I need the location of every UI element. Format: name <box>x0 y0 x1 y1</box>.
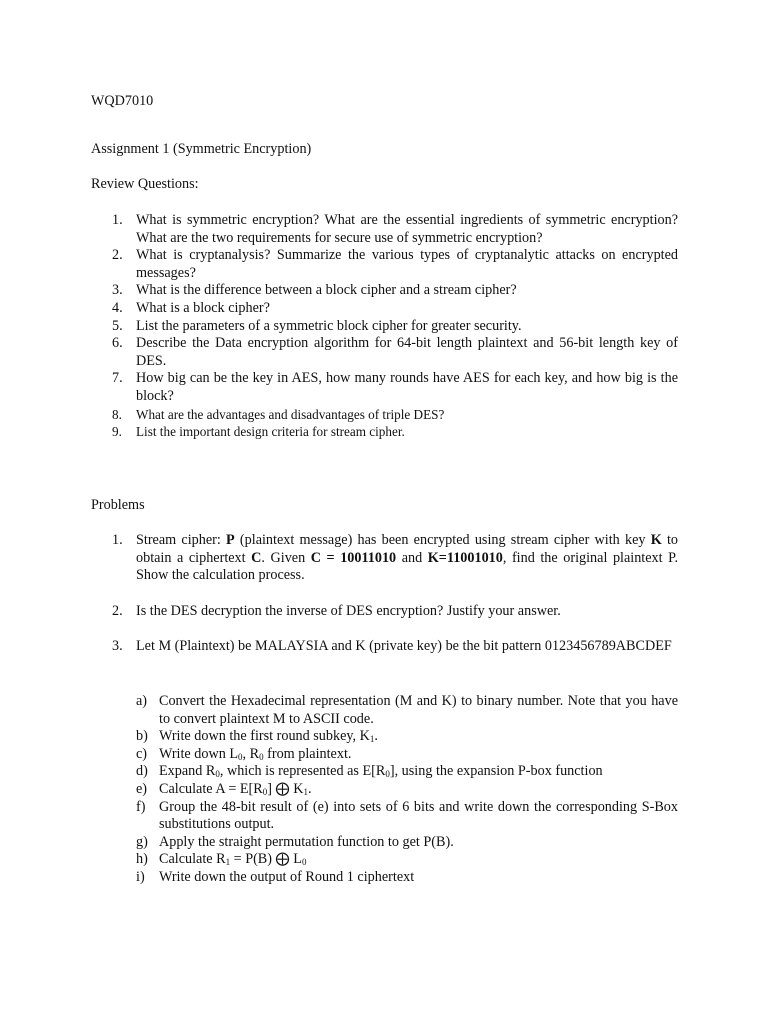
assignment-title: Assignment 1 (Symmetric Encryption) <box>91 141 312 157</box>
review-question-1: 1. What is symmetric encryption? What are the essential ingredients of symmetric encryption? What are the two requirements for secure use of symmetric encryption? <box>112 212 678 246</box>
subitem-h: h) Calculate $R_1 = P(B)$ ⨁ $L_0$ <box>136 851 307 868</box>
subitem-g: g) Apply the straight permutation function to get P(B). <box>136 833 454 850</box>
problem-1: 1. Stream cipher: P (plaintext message) has been encrypted using stream cipher with key K to obtain a ciphertext C. Given C = 10011010 and K=11001010, find the original plaintext P. Show the calculation process. <box>112 532 678 584</box>
review-questions-heading: Review Questions: <box>91 176 199 192</box>
subitem-f: f) Group the 48-bit result of (e) into sets of 6 bits and write down the corresponding S-Box substitutions output. <box>136 798 678 833</box>
review-question-6: 6. Describe the Data encryption algorithm for 64-bit length plaintext and 56-bit length key of DES. <box>112 335 678 369</box>
course-code: WQD7010 <box>91 93 154 109</box>
review-question-7: 7. How big can be the key in AES, how many rounds have AES for each key, and how big is the block? <box>112 370 678 404</box>
review-question-4: 4. What is a block cipher? <box>112 299 270 316</box>
review-question-2: 2. What is cryptanalysis? Summarize the various types of cryptanalytic attacks on encrypted messages? <box>112 247 678 281</box>
review-question-9: 9. List the important design criteria for stream cipher. <box>112 424 405 440</box>
problems-list <box>0 532 768 674</box>
subitem-i: i) Write down the output of Round 1 ciphertext <box>136 868 415 885</box>
subitem-d: d) Expand $R_0$, which is represented as $E[R_0]$, using the expansion P-box function <box>136 763 603 780</box>
subitem-b: b) Write down the first round subkey, $K_1$. <box>136 728 378 745</box>
review-question-5: 5. List the parameters of a symmetric block cipher for greater security. <box>112 317 522 334</box>
review-question-3: 3. What is the difference between a block cipher and a stream cipher? <box>112 282 517 299</box>
problem-2: 2. Is the DES decryption the inverse of DES encryption? Justify your answer. <box>112 602 561 619</box>
problems-heading: Problems <box>91 497 145 513</box>
review-questions-list <box>0 212 768 441</box>
subitem-a: a) Convert the Hexadecimal representation (M and K) to binary number. Note that you have to convert plaintext M to ASCII code. <box>136 693 678 727</box>
problem-3: 3. Let M (Plaintext) be MALAYSIA and K (private key) be the bit pattern 0123456789ABCDEF <box>112 638 672 655</box>
problem-3-subitems <box>0 693 768 887</box>
review-question-8: 8. What are the advantages and disadvantages of triple DES? <box>112 406 445 422</box>
subitem-c: c) Write down $L_0$, $R_0$ from plaintext. <box>136 745 352 762</box>
subitem-e: e) Calculate $A = E[R_0]$ ⨁ $K_1$. <box>136 780 312 797</box>
